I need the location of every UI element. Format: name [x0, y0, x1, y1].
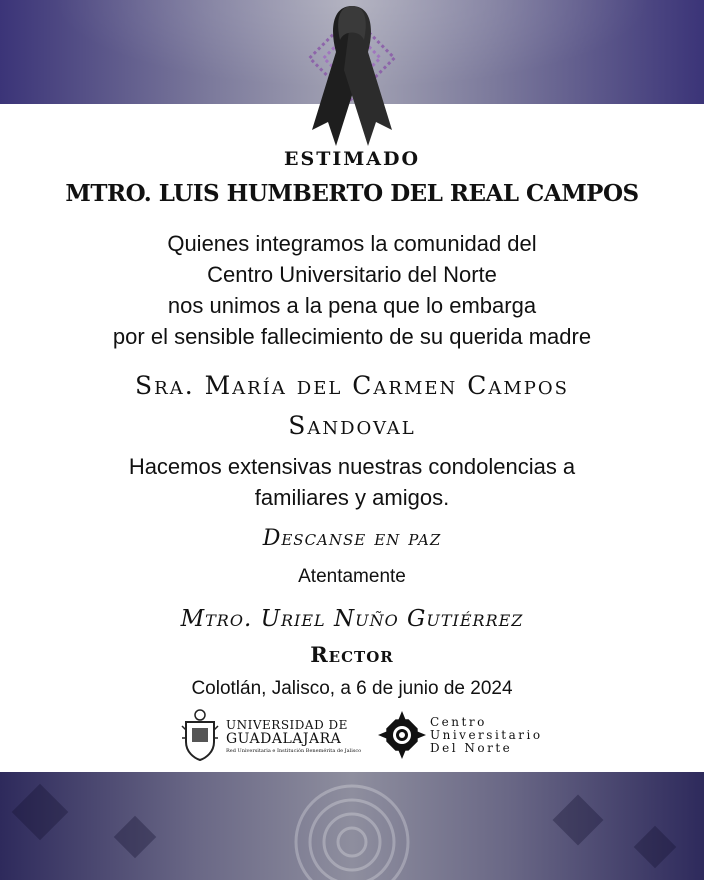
place-date: Colotlán, Jalisco, a 6 de junio de 2024	[191, 678, 513, 699]
deceased-name-line1: Sra. María del Carmen Campos	[135, 371, 569, 400]
bottom-decorative-band	[0, 772, 704, 880]
cun-logo	[378, 708, 548, 762]
greeting: ESTIMADO	[283, 148, 421, 170]
udg-line2: GUADALAJARA	[226, 731, 342, 747]
udg-line1: UNIVERSIDAD DE	[226, 718, 348, 732]
cun-line2: Universitario	[430, 728, 543, 742]
closing: Atentamente	[298, 566, 406, 587]
rest-in-peace: Descanse en paz	[262, 526, 442, 551]
condolences-paragraph	[0, 451, 704, 513]
signer-title: Rector	[310, 642, 394, 667]
udg-logo	[180, 708, 362, 762]
udg-line3: Red Universitaria e Institución Benemérita de Jalisco	[226, 748, 362, 754]
signer-name: Mtro. Uriel Nuño Gutiérrez	[180, 606, 524, 632]
deceased-name-line2: Sandoval	[288, 411, 416, 440]
cun-line3: Del Norte	[430, 741, 513, 755]
spiral-pattern-icon	[0, 772, 704, 880]
message-paragraph	[0, 228, 704, 352]
message-line: nos unimos a la pena que lo embarga	[167, 293, 537, 318]
udg-shield-icon	[180, 708, 220, 762]
message-line: por el sensible fallecimiento de su querida madre	[112, 324, 592, 349]
condolences-line: Hacemos extensivas nuestras condolencias a	[128, 454, 576, 479]
recipient-name: MTRO. LUIS HUMBERTO DEL REAL CAMPOS	[65, 180, 639, 207]
cun-emblem-icon	[378, 708, 426, 762]
condolences-line: familiares y amigos.	[254, 485, 450, 510]
mourning-ribbon-icon	[292, 0, 412, 150]
message-line: Centro Universitario del Norte	[207, 262, 497, 287]
cun-line1: Centro	[430, 715, 487, 729]
message-line: Quienes integramos la comunidad del	[167, 231, 537, 256]
